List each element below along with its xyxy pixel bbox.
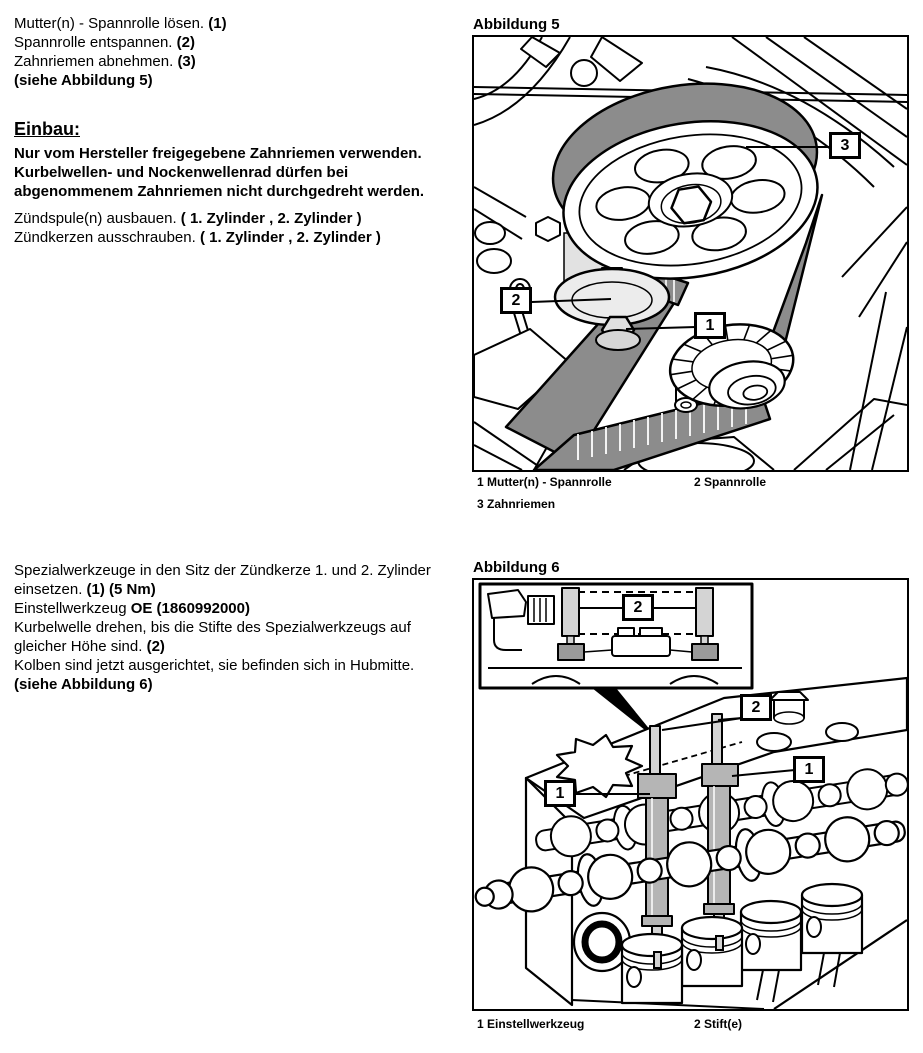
piston-2	[682, 917, 742, 986]
special-tool-steps-text	[14, 561, 431, 694]
inset-pin-right	[696, 588, 713, 636]
piston-4	[802, 884, 862, 987]
text-line: (siehe Abbildung 6)	[14, 676, 153, 693]
figure5-callout-1: 1	[694, 312, 726, 339]
tool-pin-left	[650, 726, 660, 774]
text-line: gleicher Höhe sind. (2)	[14, 638, 165, 655]
ignition-steps-text	[14, 209, 381, 247]
figure6-caption-item: 2 Stift(e)	[694, 1017, 742, 1031]
text-line: Mutter(n) - Spannrolle lösen. (1)	[14, 15, 227, 32]
figure6-callout-1-left: 1	[544, 780, 576, 807]
figure5-callout-3: 3	[829, 132, 861, 159]
removal-steps-text	[14, 14, 227, 90]
figure5-caption-item: 1 Mutter(n) - Spannrolle	[477, 475, 612, 489]
figure6-callout-2: 2	[740, 694, 772, 721]
figure5-illustration	[474, 37, 907, 470]
figure6-inset-callout-2: 2	[622, 594, 654, 621]
text-line: Kurbelwelle drehen, bis die Stifte des Spezialwerkzeugs auf	[14, 619, 411, 636]
text-line: Kurbelwellen- und Nockenwellenrad dürfen bei	[14, 164, 349, 181]
text-line: einsetzen. (1) (5 Nm)	[14, 581, 156, 598]
figure6-frame	[472, 578, 909, 1011]
text-line: (siehe Abbildung 5)	[14, 72, 153, 89]
figure5-caption-item: 2 Spannrolle	[694, 475, 767, 489]
figure6-callout-1-right: 1	[793, 756, 825, 783]
figure6-title: Abbildung 6	[473, 559, 560, 576]
text-line: Kolben sind jetzt ausgerichtet, sie befinden sich in Hubmitte.	[14, 657, 415, 674]
text-line: Nur vom Hersteller freigegebene Zahnriemen verwenden.	[14, 145, 422, 162]
inset-pin-left	[562, 588, 579, 636]
piston-3	[741, 901, 801, 1002]
figure5-callout-2: 2	[500, 287, 532, 314]
figure5-frame	[472, 35, 909, 472]
inset-detail	[480, 584, 752, 688]
text-line: Zündspule(n) ausbauen. ( 1. Zylinder , 2. Zylinder )	[14, 210, 362, 227]
einbau-warning-text	[14, 144, 424, 201]
text-line: Spannrolle entspannen. (2)	[14, 34, 195, 51]
text-line: Zündkerzen ausschrauben. ( 1. Zylinder , 2. Zylinder )	[14, 229, 381, 246]
piston-1	[622, 934, 682, 1003]
einbau-heading: Einbau:	[14, 119, 80, 139]
figure5-caption-item: 3 Zahnriemen	[477, 497, 556, 511]
text-line: Zahnriemen abnehmen. (3)	[14, 53, 196, 70]
figure6-illustration	[474, 580, 907, 1009]
figure6-caption-item: 1 Einstellwerkzeug	[477, 1017, 585, 1031]
text-line: Einstellwerkzeug OE (1860992000)	[14, 600, 250, 617]
text-line: abgenommenem Zahnriemen nicht durchgedreht werden.	[14, 183, 425, 200]
text-line: Spezialwerkzeuge in den Sitz der Zündkerze 1. und 2. Zylinder	[14, 562, 431, 579]
figure5-title: Abbildung 5	[473, 16, 560, 33]
